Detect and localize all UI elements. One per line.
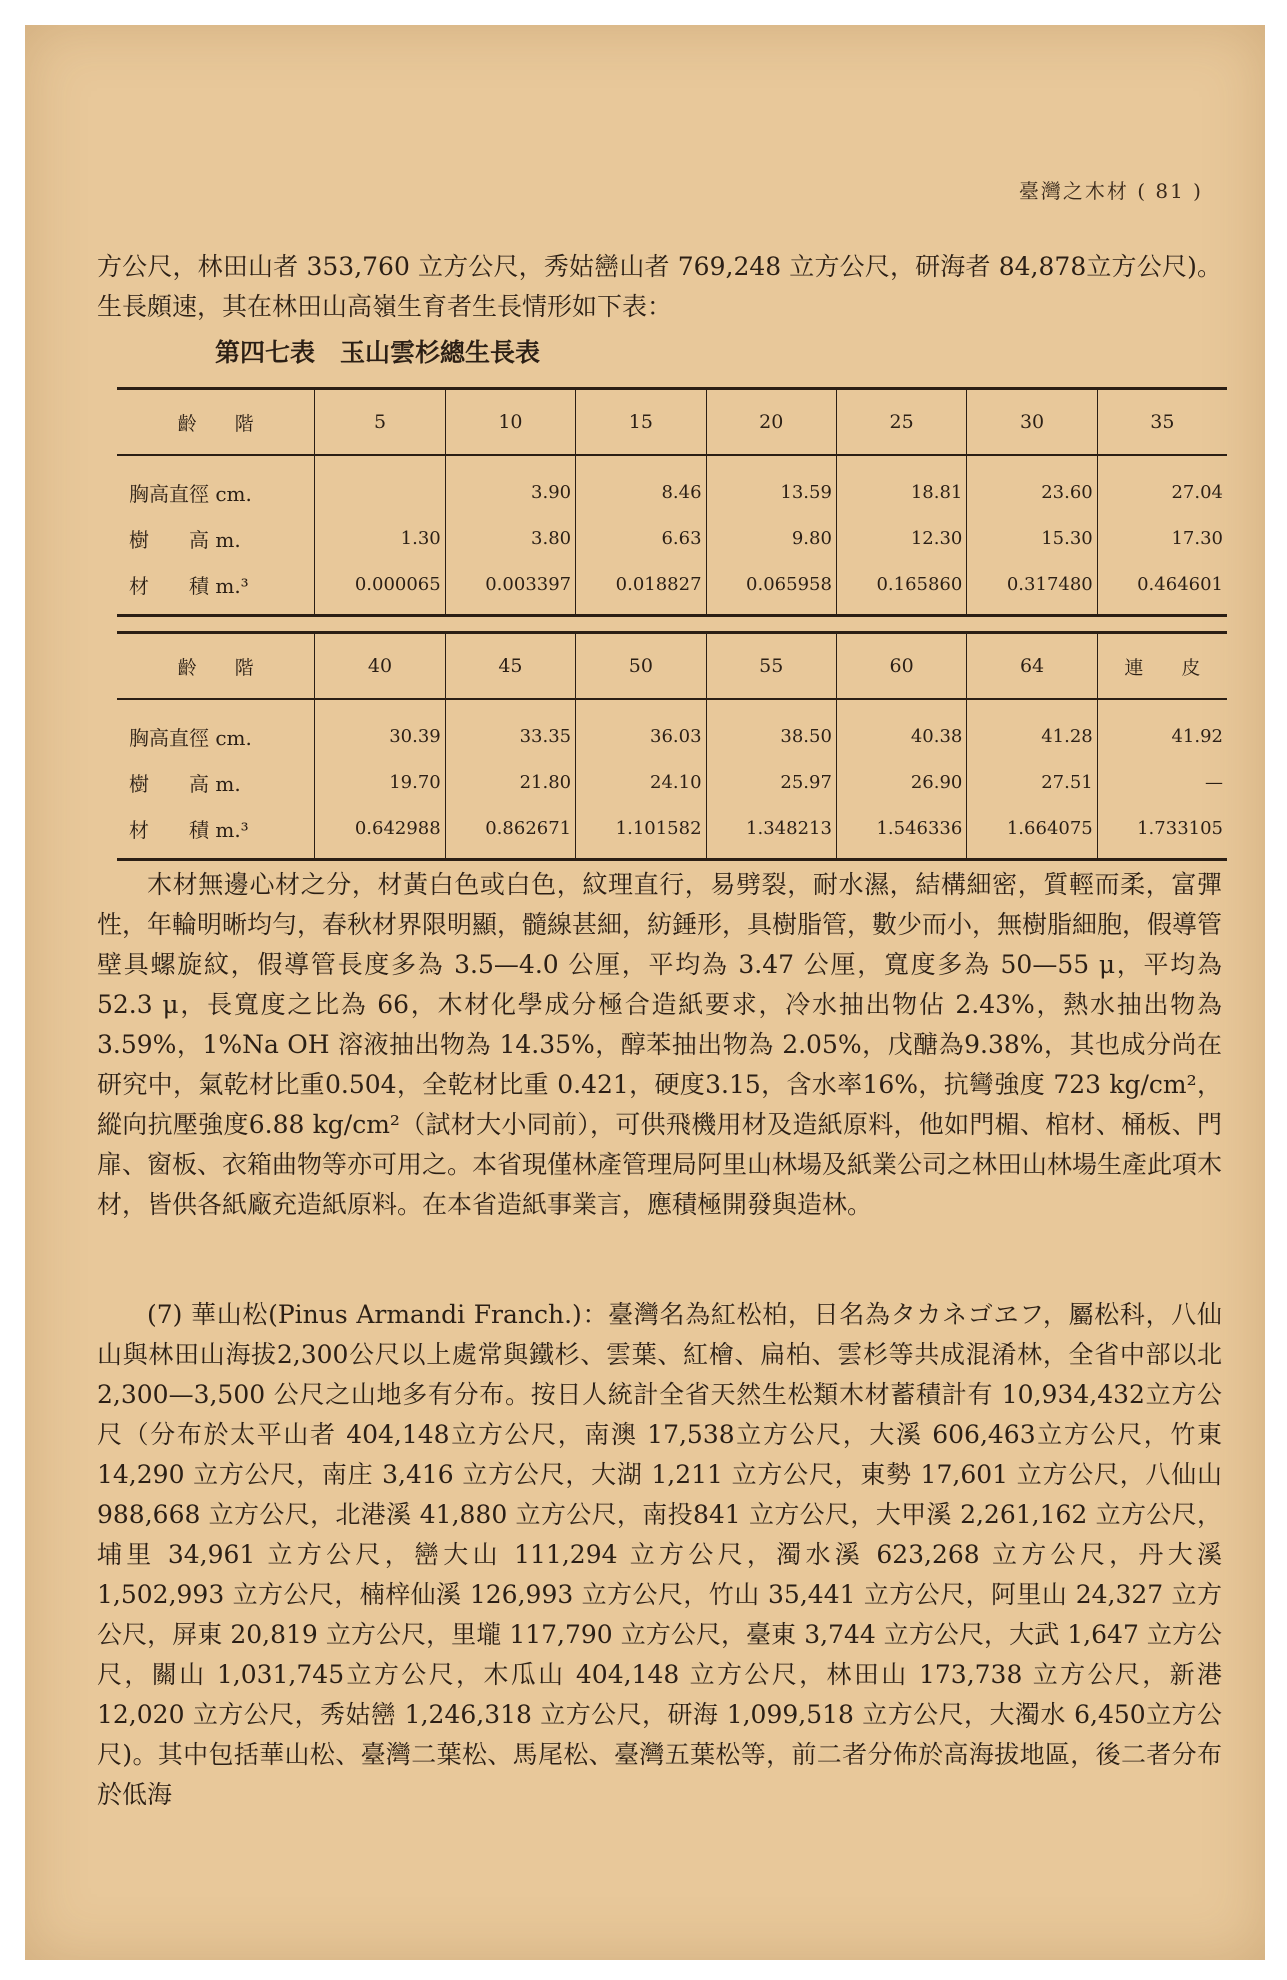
row-label: 樹 高 m. bbox=[129, 771, 241, 796]
book-page bbox=[25, 25, 1265, 1960]
table-cell: 8.46 bbox=[576, 455, 706, 515]
intro-paragraph: 方公尺，林田山者 353,760 立方公尺，秀姑巒山者 769,248 立方公尺，研海者 84,878立方公尺)。生長頗速，其在林田山高嶺生育者生長情形如下表： bbox=[97, 252, 1222, 321]
table-cell: 1.733105 bbox=[1097, 805, 1227, 860]
row-label: 樹 高 m. bbox=[129, 527, 241, 552]
table-cell: 21.80 bbox=[445, 759, 575, 805]
table-row bbox=[117, 759, 1227, 805]
table-header-row bbox=[117, 633, 1227, 700]
table-header-row bbox=[117, 389, 1227, 456]
table-cell: 6.63 bbox=[576, 515, 706, 561]
header-cell: 45 bbox=[445, 633, 575, 700]
table-cell: 1.664075 bbox=[967, 805, 1097, 860]
table-row bbox=[117, 561, 1227, 616]
table-cell: 1.101582 bbox=[576, 805, 706, 860]
header-cell: 連 皮 bbox=[1097, 633, 1227, 700]
table-cell: 30.39 bbox=[315, 699, 445, 759]
table-cell: 0.317480 bbox=[967, 561, 1097, 616]
header-cell: 35 bbox=[1097, 389, 1227, 456]
header-cell: 齡 階 bbox=[117, 633, 315, 700]
table-cell: 27.04 bbox=[1097, 455, 1227, 515]
table-cell: 9.80 bbox=[706, 515, 836, 561]
table-cell: 12.30 bbox=[836, 515, 966, 561]
table-cell: 0.464601 bbox=[1097, 561, 1227, 616]
header-cell: 30 bbox=[967, 389, 1097, 456]
table-cell: 24.10 bbox=[576, 759, 706, 805]
table-cell: 41.92 bbox=[1097, 699, 1227, 759]
table-cell: 3.90 bbox=[445, 455, 575, 515]
table-cell: 18.81 bbox=[836, 455, 966, 515]
table-cell: 0.018827 bbox=[576, 561, 706, 616]
row-label: 材 積 m.³ bbox=[129, 817, 249, 842]
header-cell: 50 bbox=[576, 633, 706, 700]
table-cell: — bbox=[1097, 759, 1227, 805]
wood-properties-paragraph: 木材無邊心材之分，材黃白色或白色，紋理直行，易劈裂，耐水濕，結構細密，質輕而柔，富彈性，年輪明晰均勻，春秋材界限明顯，髓線甚細，紡錘形，具樹脂管，數少而小，無樹脂細胞，假導管壁具螺旋紋，假導管長度多為 3.5—4.0 公厘，平均為 3.47 公厘，寬度多為 50—55 μ，平均為 52.3 μ，長寬度之比為 66，木材化學成分極合造紙要求，冷水抽出物佔 2.43%，熱水抽出物為 3.59%，1%Na OH 溶液抽出物為 14.35%，醇苯抽出物為 2.05%，戊醣為9.38%，其也成分尚在研究中，氣乾材比重0.504，全乾材比重 0.421，硬度3.15，含水率16%，抗彎強度 723 kg/cm²，縱向抗壓強度6.88 kg/cm²（試材大小同前），可供飛機用材及造紙原料，他如門楣、棺材、桶板、門扉、窗板、衣箱曲物等亦可用之。本省現僅林產管理局阿里山林場及紙業公司之林田山林場生產此項木材，皆供各紙廠充造紙原料。在本省造紙事業言，應積極開發與造林。 bbox=[97, 870, 1223, 1219]
table-cell: 26.90 bbox=[836, 759, 966, 805]
table-cell: 25.97 bbox=[706, 759, 836, 805]
table-cell: 23.60 bbox=[967, 455, 1097, 515]
row-label: 胸高直徑 cm. bbox=[129, 725, 252, 750]
table-caption: 第四七表 玉山雲杉總生長表 bbox=[215, 338, 541, 367]
running-header: 臺灣之木材 ( 81 ) bbox=[1018, 179, 1203, 203]
table-cell: 15.30 bbox=[967, 515, 1097, 561]
table-row bbox=[117, 455, 1227, 515]
growth-table-1 bbox=[117, 387, 1227, 617]
header-cell: 齡 階 bbox=[117, 389, 315, 456]
header-cell: 55 bbox=[706, 633, 836, 700]
table-row bbox=[117, 699, 1227, 759]
table-cell: 41.28 bbox=[967, 699, 1097, 759]
table-cell: 3.80 bbox=[445, 515, 575, 561]
table-cell: 0.000065 bbox=[315, 561, 445, 616]
header-cell: 25 bbox=[836, 389, 966, 456]
table-cell: 36.03 bbox=[576, 699, 706, 759]
table-row bbox=[117, 515, 1227, 561]
table-cell: 1.30 bbox=[315, 515, 445, 561]
row-label: 胸高直徑 cm. bbox=[129, 481, 252, 506]
header-cell: 5 bbox=[315, 389, 445, 456]
table-cell bbox=[315, 455, 445, 515]
table-cell: 17.30 bbox=[1097, 515, 1227, 561]
table-cell: 0.065958 bbox=[706, 561, 836, 616]
table-cell: 0.642988 bbox=[315, 805, 445, 860]
table-cell: 0.862671 bbox=[445, 805, 575, 860]
table-cell: 13.59 bbox=[706, 455, 836, 515]
table-row bbox=[117, 805, 1227, 860]
header-cell: 60 bbox=[836, 633, 966, 700]
header-cell: 15 bbox=[576, 389, 706, 456]
header-cell: 10 bbox=[445, 389, 575, 456]
header-cell: 64 bbox=[967, 633, 1097, 700]
table-cell: 19.70 bbox=[315, 759, 445, 805]
table-cell: 1.348213 bbox=[706, 805, 836, 860]
pine-paragraph: (7) 華山松(Pinus Armandi Franch.)：臺灣名為紅松柏，日名為タカネゴヱフ，屬松科，八仙山與林田山海拔2,300公尺以上處常與鐵杉、雲葉、紅檜、扁柏、雲杉等共成混淆林，全省中部以北 2,300—3,500 公尺之山地多有分布。按日人統計全省天然生松類木材蓄積計有 10,934,432立方公尺（分布於太平山者 404,148立方公尺，南澳 17,538立方公尺，大溪 606,463立方公尺，竹東 14,290 立方公尺，南庄 3,416 立方公尺，大湖 1,211 立方公尺，東勢 17,601 立方公尺，八仙山 988,668 立方公尺，北港溪 41,880 立方公尺，南投841 立方公尺，大甲溪 2,261,162 立方公尺，埔里 34,961 立方公尺，巒大山 111,294 立方公尺，濁水溪 623,268 立方公尺，丹大溪 1,502,993 立方公尺，楠梓仙溪 126,993 立方公尺，竹山 35,441 立方公尺，阿里山 24,327 立方公尺，屏東 20,819 立方公尺，里壠 117,790 立方公尺，臺東 3,744 立方公尺，大武 1,647 立方公尺，關山 1,031,745立方公尺，木瓜山 404,148 立方公尺，林田山 173,738 立方公尺，新港 12,020 立方公尺，秀姑巒 1,246,318 立方公尺，研海 1,099,518 立方公尺，大濁水 6,450立方公尺)。其中包括華山松、臺灣二葉松、馬尾松、臺灣五葉松等，前二者分佈於高海拔地區，後二者分布於低海 bbox=[97, 1300, 1222, 1809]
table-cell: 38.50 bbox=[706, 699, 836, 759]
header-cell: 40 bbox=[315, 633, 445, 700]
table-cell: 27.51 bbox=[967, 759, 1097, 805]
table-cell: 40.38 bbox=[836, 699, 966, 759]
table-cell: 1.546336 bbox=[836, 805, 966, 860]
table-cell: 0.165860 bbox=[836, 561, 966, 616]
table-cell: 0.003397 bbox=[445, 561, 575, 616]
growth-table-2 bbox=[117, 631, 1227, 861]
row-label: 材 積 m.³ bbox=[129, 573, 249, 598]
table-cell: 33.35 bbox=[445, 699, 575, 759]
header-cell: 20 bbox=[706, 389, 836, 456]
